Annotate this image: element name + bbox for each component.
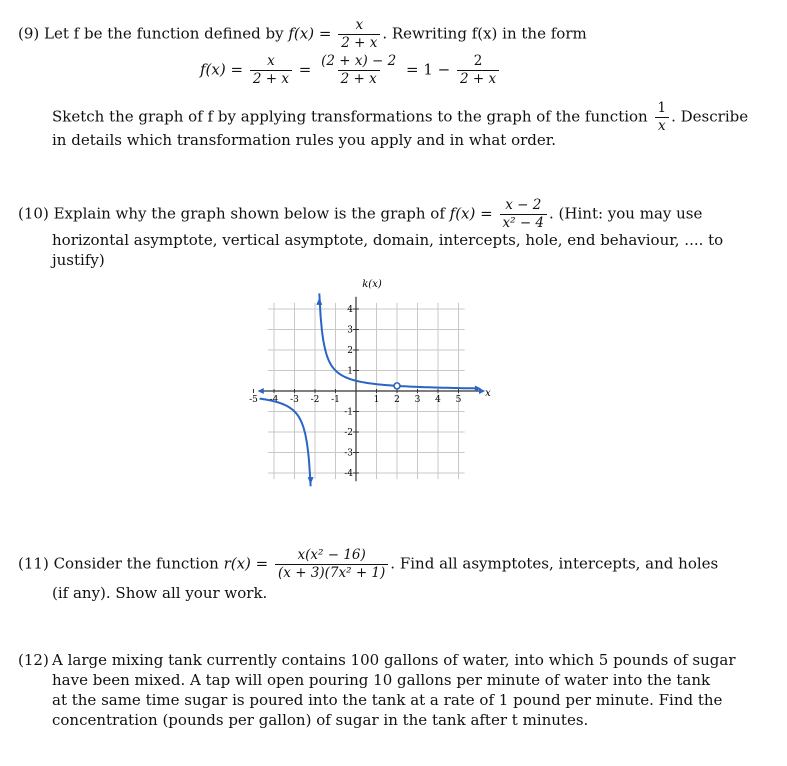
problem-9-f-def-frac — [338, 18, 380, 51]
x-tick-label: -4 — [269, 395, 279, 405]
reciprocal-frac — [655, 101, 670, 134]
eq-frac-3 — [457, 54, 499, 87]
problem-9-number: (9) — [18, 24, 40, 43]
y-tick-label: -3 — [344, 448, 353, 459]
problem-12-line-1: A large mixing tank currently contains 100 gallons of water, into which 5 pounds of sugar — [52, 651, 736, 669]
x-tick-label: -2 — [310, 395, 320, 405]
curve-arrow-down — [308, 477, 314, 484]
problem-11-intro: Consider the function — [53, 554, 219, 573]
problem-9-line-1-text: Sketch the graph of f by applying transformations to the graph of the function — [52, 107, 648, 126]
problem-10-line-2: horizontal asymptote, vertical asymptote, domain, intercepts, hole, end behaviour, .... to — [52, 231, 724, 249]
x-tick-label: 3 — [414, 395, 421, 405]
problem-11-line-2: (if any). Show all your work. — [52, 584, 268, 602]
frac-denominator: 2 + x — [457, 70, 499, 87]
eq-lhs: f(x) = — [200, 60, 244, 79]
eq-equals: = — [298, 60, 312, 79]
problem-11-first-line — [18, 548, 718, 581]
x-axis-arrow-left — [258, 388, 264, 394]
graph-k — [249, 275, 500, 495]
problem-12-line-3: at the same time sugar is poured into the tank at a rate of 1 pound per minute. Find the — [52, 691, 723, 709]
y-tick-label: -4 — [344, 469, 353, 479]
frac-numerator: x(x² − 16) — [297, 547, 366, 563]
y-tick-label: 4 — [347, 305, 353, 315]
frac-numerator: (2 + x) − 2 — [321, 53, 397, 69]
problem-12-number: (12) — [18, 651, 49, 669]
curve-right-branch — [319, 293, 477, 388]
x-axis-label: x — [485, 388, 491, 399]
problem-10-number: (10) — [18, 204, 49, 223]
problem-9-equation — [200, 54, 501, 87]
y-tick-label: 1 — [347, 366, 353, 377]
frac-denominator: x — [655, 117, 669, 134]
problem-9-line-1-end: . Describe — [671, 107, 749, 126]
problem-11-r-lhs: r(x) = — [223, 554, 269, 573]
problem-9-line-1 — [52, 101, 748, 134]
axes — [258, 297, 486, 482]
problem-9-intro: Let f be the function defined by — [44, 24, 284, 43]
frac-denominator: 2 + x — [338, 70, 380, 87]
frac-numerator: 2 — [473, 53, 483, 69]
problem-12-line-2: have been mixed. A tap will open pouring 10 gallons per minute of water into the tank — [52, 671, 711, 689]
problem-10-hint: . (Hint: you may use — [549, 204, 703, 223]
problem-9-first-line — [18, 18, 587, 51]
x-tick-label: -5 — [249, 395, 258, 405]
frac-numerator: 1 — [657, 100, 667, 116]
problem-10-first-line — [18, 198, 702, 231]
problem-10-line-3: justify) — [52, 251, 105, 269]
x-tick-label: 5 — [455, 395, 462, 405]
problem-11-line-1-end: . Find all asymptotes, intercepts, and holes — [390, 554, 719, 573]
curves — [260, 293, 481, 486]
hole-point — [394, 383, 400, 389]
problem-10-intro: Explain why the graph shown below is the graph of — [53, 204, 445, 223]
x-tick-label: 4 — [435, 395, 441, 405]
problem-12-line-4: concentration (pounds per gallon) of sugar in the tank after t minutes. — [52, 711, 589, 729]
x-tick-label: 2 — [394, 395, 400, 405]
problem-11-r-frac — [275, 548, 388, 581]
y-tick-label: -2 — [344, 428, 353, 438]
frac-denominator: x² − 4 — [500, 214, 548, 231]
problem-9-after-def: . Rewriting f(x) in the form — [382, 24, 587, 43]
curve-arrow-up — [316, 298, 322, 305]
x-tick-label: -3 — [290, 395, 299, 405]
y-axis-label: k(x) — [362, 279, 382, 290]
eq-frac-1 — [250, 54, 292, 87]
frac-numerator: x − 2 — [505, 197, 542, 213]
x-tick-label: -1 — [331, 395, 340, 405]
problem-11-number: (11) — [18, 554, 49, 573]
frac-numerator: x — [267, 53, 275, 69]
frac-denominator: (x + 3)(7x² + 1) — [275, 564, 388, 581]
problem-10-f-frac — [500, 198, 548, 231]
y-tick-label: -1 — [344, 407, 353, 418]
problem-10-f-lhs: f(x) = — [449, 204, 493, 223]
problem-9-line-2: in details which transformation rules you apply and in what order. — [52, 131, 557, 149]
frac-denominator: 2 + x — [338, 34, 380, 51]
y-tick-label: 3 — [347, 325, 353, 336]
y-tick-label: 2 — [347, 346, 353, 356]
problem-9-f-def-lhs: f(x) = — [288, 24, 332, 43]
eq-frac-2 — [318, 54, 399, 87]
eq-one-minus: = 1 − — [406, 60, 451, 79]
x-tick-label: 1 — [373, 395, 380, 405]
frac-denominator: 2 + x — [250, 70, 292, 87]
frac-numerator: x — [355, 17, 364, 33]
